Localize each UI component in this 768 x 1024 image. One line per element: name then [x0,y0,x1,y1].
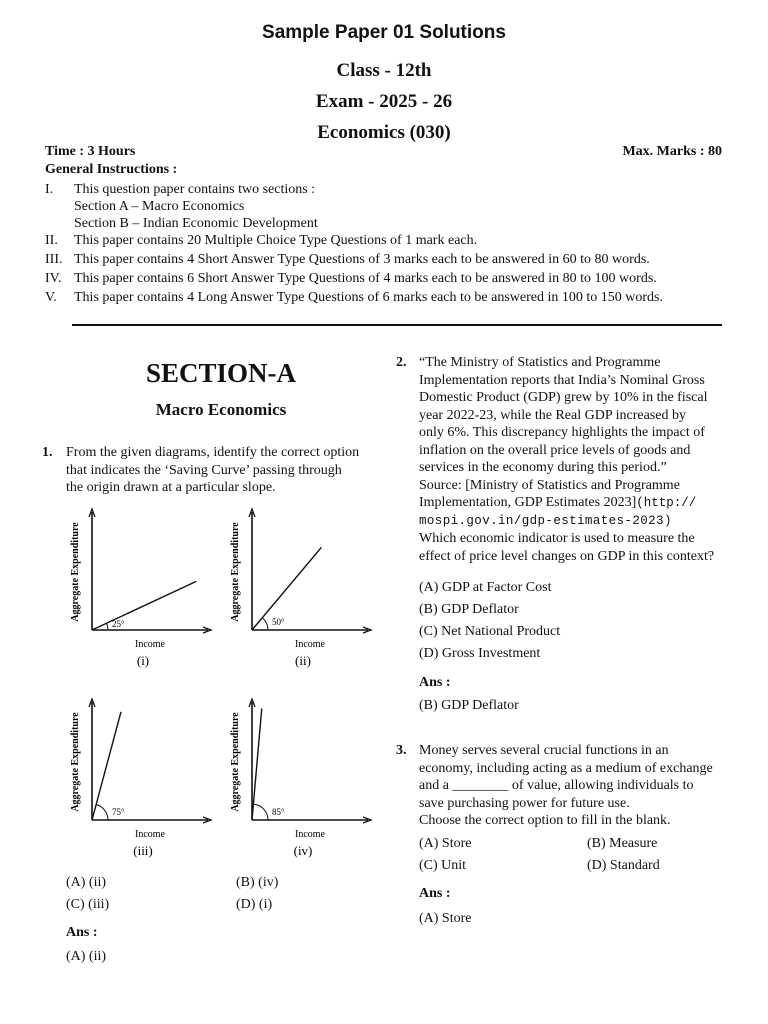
section-subtitle: Macro Economics [155,400,287,419]
y-axis-label: Aggregate Expenditure [70,712,81,812]
answer-text: (A) (ii) [66,949,107,964]
option-b: (B) GDP Deflator [419,602,519,617]
question-line: inflation on the overall price levels of goods and [419,442,691,458]
angle-label: 25° [112,619,125,629]
instruction-item [45,251,735,270]
x-axis-label: Income [135,829,165,840]
option-d: (D) Gross Investment [419,646,541,661]
graph-panel [70,699,211,858]
instructions-list [45,181,735,308]
angle-arc [262,618,268,630]
question-number: 3. [396,743,407,758]
graph-label: (iv) [293,843,313,858]
x-axis-label: Income [135,639,165,650]
graph-label: (i) [136,653,150,668]
graph-panel [230,509,371,668]
question-line: Which economic indicator is used to measure the [419,531,695,546]
question-line: and a ________ of value, allowing individuals to [419,778,694,793]
question-line: Money serves several crucial functions in an [419,743,669,758]
graph-label: (iii) [133,843,153,858]
question-line: Implementation reports that India’s Nominal Gross [419,372,705,388]
question-line: “The Ministry of Statistics and Programme [419,355,661,370]
saving-curve [92,712,121,820]
angle-arc [107,623,108,630]
saving-curve [92,581,196,630]
question-line: the origin drawn at a particular slope. [66,480,276,495]
question-line: economy, including acting as a medium of exchange [419,760,713,776]
option-a: (A) GDP at Factor Cost [419,580,552,595]
graph-panel [230,699,371,858]
angle-label: 75° [112,807,125,817]
instruction-text: Section B – Indian Economic Development [74,216,318,231]
question-text [419,354,725,565]
graphs-figure [60,505,380,875]
paper-title: Sample Paper 01 Solutions [262,22,506,43]
instruction-number: II. [45,233,58,248]
question-number: 1. [42,445,53,460]
saving-curve [252,708,262,820]
question-line: effect of price level changes on GDP in this context? [419,548,715,564]
option-b: (B) (iv) [236,875,279,890]
option-c: (C) Net National Product [419,624,561,639]
question-line: year 2022-23, while the Real GDP increased by [419,407,686,423]
option-a: (A) (ii) [66,875,107,890]
class-heading: Class - 12th [336,60,432,81]
answer-label: Ans : [66,925,98,940]
instruction-text: This paper contains 4 Short Answer Type Questions of 3 marks each to be answered in 60 to 80 words. [74,252,650,267]
question-line: Domestic Product (GDP) grew by 10% in the fiscal [419,390,708,405]
graph-label: (ii) [295,653,311,668]
question-line: that indicates the ‘Saving Curve’ passing through [66,462,342,478]
question-text [419,742,725,830]
answer-text: (A) Store [419,911,472,926]
source-url: (http:// [636,496,697,510]
instruction-number: IV. [45,271,62,286]
answer-label: Ans : [419,886,451,901]
instruction-text: This paper contains 20 Multiple Choice Type Questions of 1 mark each. [74,233,478,248]
instructions-heading: General Instructions : [45,162,178,177]
option-c: (C) (iii) [66,897,110,912]
angle-label: 85° [272,807,285,817]
instruction-text: This paper contains 6 Short Answer Type Questions of 4 marks each to be answered in 80 to 100 words. [74,271,657,286]
exam-heading: Exam - 2025 - 26 [315,91,453,112]
y-axis-label: Aggregate Expenditure [230,712,241,812]
divider [72,324,722,326]
instruction-number: V. [45,290,57,305]
source-text: Implementation, GDP Estimates 2023] [419,495,637,510]
instruction-text: This paper contains 4 Long Answer Type Questions of 6 marks each to be answered in 100 to 150 words. [74,290,663,305]
source-line [419,494,725,513]
subject-heading: Economics (030) [317,122,451,143]
answer-text: (B) GDP Deflator [419,698,519,713]
graph-panel [70,509,211,668]
angle-label: 50° [272,617,285,627]
source-url: mospi.gov.in/gdp-estimates-2023) [419,513,672,528]
section-title: SECTION-A [145,358,297,388]
option-d: (D) Standard [587,858,660,873]
x-axis-label: Income [295,829,325,840]
instruction-item [45,270,735,289]
question-number: 2. [396,355,407,370]
option-a: (A) Store [419,836,472,851]
instruction-text: Section A – Macro Economics [74,199,245,214]
instruction-item [45,181,735,232]
question-text [66,444,386,497]
option-d: (D) (i) [236,897,273,912]
instruction-number: I. [45,182,54,197]
option-c: (C) Unit [419,858,467,873]
instruction-text: This question paper contains two sections : [74,182,316,197]
time-label: Time : 3 Hours [45,144,136,159]
y-axis-label: Aggregate Expenditure [70,522,81,622]
saving-curve [252,547,321,630]
x-axis-label: Income [295,639,325,650]
angle-arc [96,805,108,820]
answer-label: Ans : [419,675,451,690]
y-axis-label: Aggregate Expenditure [230,522,241,622]
question-line: Choose the correct option to fill in the blank. [419,813,671,828]
question-line: services in the economy during this period.” [419,460,667,475]
question-line: only 6%. This discrepancy highlights the impact of [419,425,705,440]
question-line: save purchasing power for future use. [419,795,630,811]
option-b: (B) Measure [587,836,658,851]
angle-arc [253,804,268,820]
question-line: From the given diagrams, identify the correct option [66,445,360,460]
source-line: Source: [Ministry of Statistics and Programme [419,477,680,493]
instruction-item [45,289,735,308]
instruction-item [45,232,735,251]
max-marks-label: Max. Marks : 80 [622,144,722,159]
instruction-number: III. [45,252,63,267]
